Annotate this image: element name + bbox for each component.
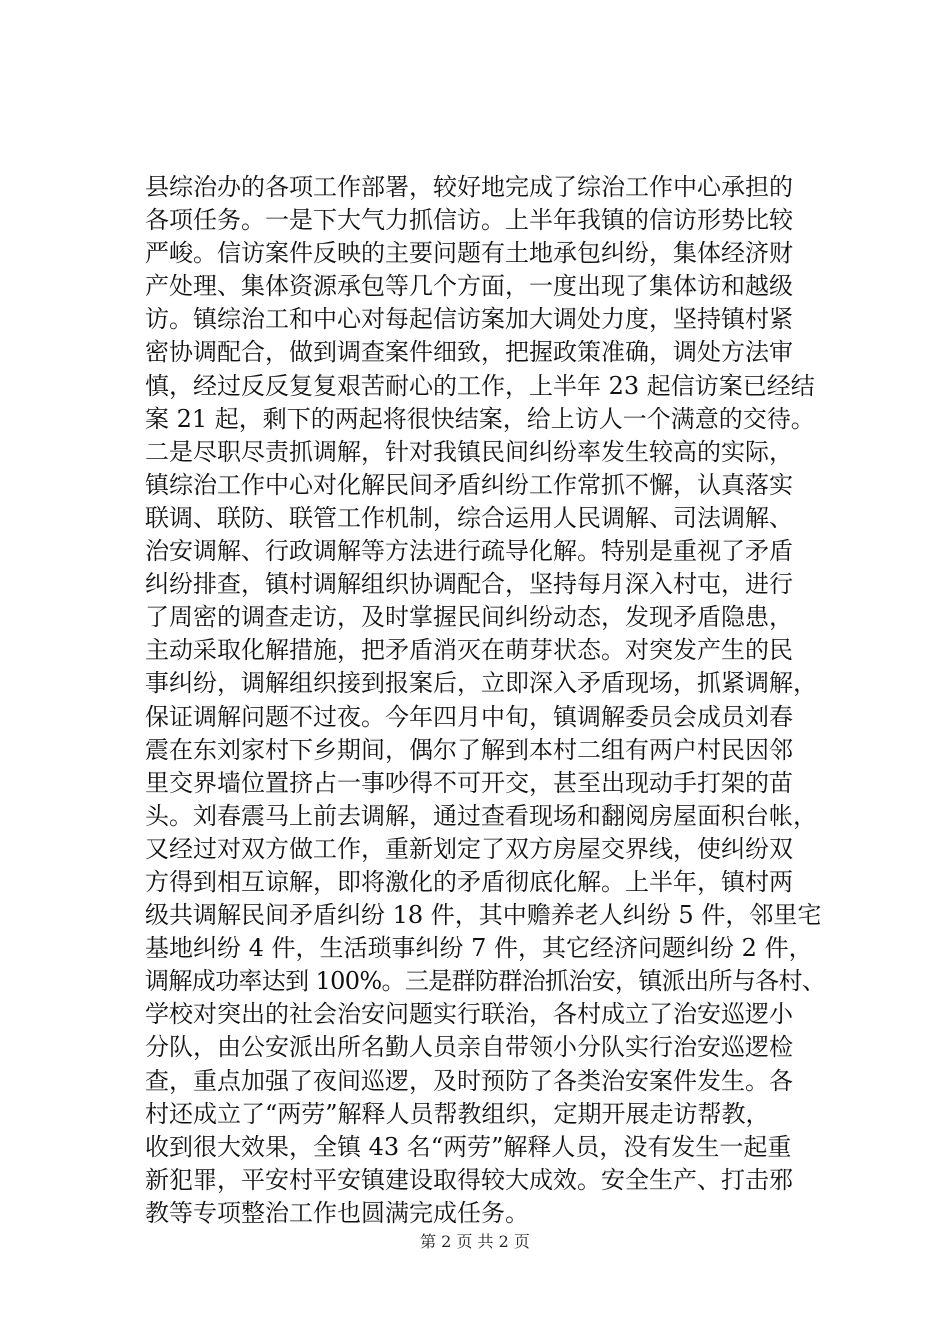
text-line: 方得到相互谅解，即将激化的矛盾彻底化解。上半年，镇村两 [145,867,793,896]
text-line: 联调、联防、联管工作机制，综合运用人民调解、司法调解、 [145,503,793,532]
text-line: 了周密的调查走访，及时掌握民间纠纷动态，发现矛盾隐患， [145,603,793,632]
text-line: 村还成立了“两劳”解释人员帮教组织，定期开展走访帮教， [145,1099,770,1128]
text-line: 保证调解问题不过夜。今年四月中旬，镇调解委员会成员刘春 [145,702,793,731]
text-line: 分队，由公安派出所名勤人员亲自带领小分队实行治安巡逻检 [145,1033,793,1062]
text-line: 震在东刘家村下乡期间，偶尔了解到本村二组有两户村民因邻 [145,735,793,764]
text-line: 学校对突出的社会治安问题实行联治，各村成立了治安巡逻小 [145,1000,793,1029]
text-line: 县综治办的各项工作部署，较好地完成了综治工作中心承担的 [145,173,793,201]
text-line: 主动采取化解措施，把矛盾消灭在萌芽状态。对突发产生的民 [145,636,793,665]
text-line: 访。镇综治工和中心对每起信访案加大调处力度，坚持镇村紧 [145,305,793,334]
text-line: 二是尽职尽责抓调解，针对我镇民间纠纷率发生较高的实际， [145,437,793,466]
text-line: 又经过对双方做工作，重新划定了双方房屋交界线，使纠纷双 [145,834,793,863]
text-line: 级共调解民间矛盾纠纷 18 件，其中赡养老人纠纷 5 件，邻里宅 [145,901,822,930]
text-line: 收到很大效果，全镇 43 名“两劳”解释人员，没有发生一起重 [145,1132,792,1161]
text-line: 纠纷排查，镇村调解组织协调配合，坚持每月深入村屯，进行 [145,570,793,599]
text-line: 案 21 起，剩下的两起将很快结案，给上访人一个满意的交待。 [145,404,815,433]
page-footer: 第 2 页 共 2 页 [420,1232,530,1251]
text-line: 事纠纷，调解组织接到报案后，立即深入矛盾现场，抓紧调解， [145,669,817,698]
text-line: 产处理、集体资源承包等几个方面，一度出现了集体访和越级 [145,272,793,301]
text-line: 基地纠纷 4 件，生活琐事纠纷 7 件，其它经济问题纠纷 2 件， [145,934,813,963]
body-text [145,171,825,1230]
text-line: 严峻。信访案件反映的主要问题有土地承包纠纷，集体经济财 [145,239,793,268]
text-line: 里交界墙位置挤占一事吵得不可开交，甚至出现动手打架的苗 [145,768,793,797]
text-line: 密协调配合，做到调查案件细致，把握政策准确，调处方法审 [145,338,793,367]
text-line: 各项任务。一是下大气力抓信访。上半年我镇的信访形势比较 [145,206,793,235]
text-line: 头。刘春震马上前去调解，通过查看现场和翻阅房屋面积台帐， [145,801,817,830]
text-line: 调解成功率达到 100%。三是群防群治抓治安，镇派出所与各村、 [145,967,826,996]
text-line: 镇综治工作中心对化解民间矛盾纠纷工作常抓不懈，认真落实 [145,470,793,499]
text-line: 查，重点加强了夜间巡逻，及时预防了各类治安案件发生。各 [145,1066,793,1095]
text-line: 教等专项整治工作也圆满完成任务。 [145,1198,529,1227]
text-line: 慎，经过反反复复艰苦耐心的工作，上半年 23 起信访案已经结 [145,371,815,400]
text-line: 新犯罪，平安村平安镇建设取得较大成效。安全生产、打击邪 [145,1165,793,1194]
text-line: 治安调解、行政调解等方法进行疏导化解。特别是重视了矛盾 [145,537,793,566]
